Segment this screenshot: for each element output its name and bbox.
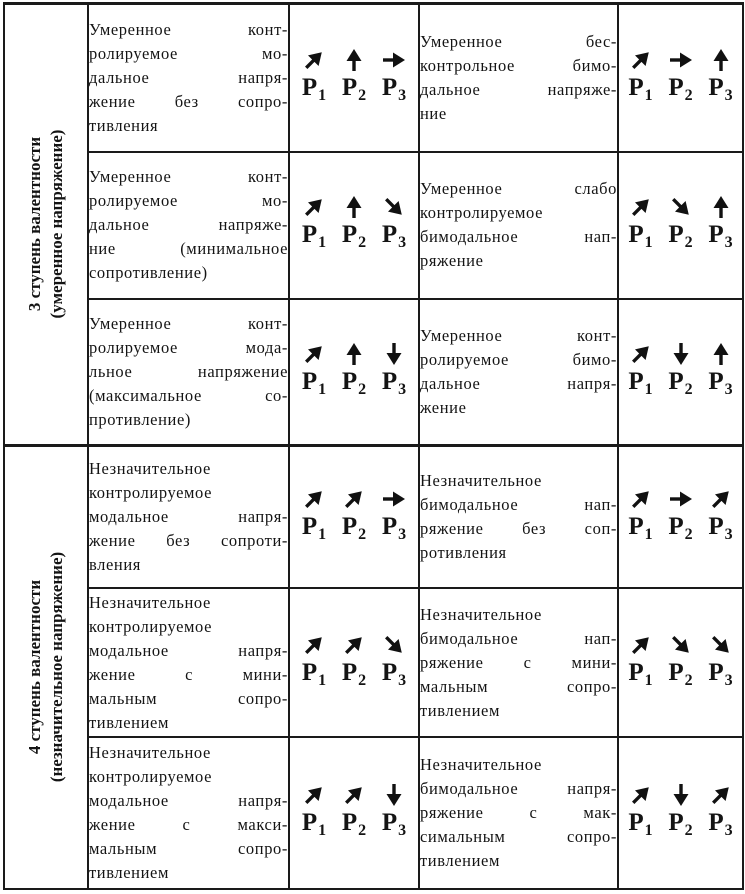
component-index: 3 <box>724 671 733 689</box>
component-index: 2 <box>684 821 693 839</box>
description-line: мальным сопро- <box>420 676 617 696</box>
description-line: Умеренное слабо <box>420 179 617 199</box>
description-line: дальное напряже- <box>89 215 288 235</box>
left-description-cell <box>88 737 289 889</box>
component-index: 2 <box>358 380 367 398</box>
component-letter: P <box>628 658 644 686</box>
component-index: 1 <box>644 380 653 398</box>
arrow-up-right-icon <box>628 782 654 808</box>
component-letter: P <box>381 808 398 836</box>
component-letter: P <box>341 221 358 249</box>
left-symbols-cell <box>289 299 419 445</box>
right-description-cell <box>419 445 618 588</box>
description-line: контрольное бимо- <box>420 55 617 75</box>
description-line: жение без сопроти- <box>89 531 288 551</box>
component-letter: P <box>301 808 318 836</box>
component-symbol <box>296 782 332 844</box>
component-symbol <box>376 47 412 109</box>
left-description-cell <box>88 152 289 299</box>
component-label <box>628 222 652 256</box>
group-title <box>24 552 68 782</box>
table-row <box>4 588 743 736</box>
right-symbols-cell <box>618 588 743 736</box>
group-title <box>24 130 68 319</box>
arrow-down-icon <box>668 782 694 808</box>
component-label <box>382 810 406 844</box>
group-title-line: 3 ступень валентности <box>25 137 44 312</box>
component-symbol <box>703 194 739 256</box>
component-letter: P <box>708 73 724 101</box>
component-letter: P <box>381 658 398 686</box>
component-symbol <box>663 47 699 109</box>
component-letter: P <box>668 367 684 395</box>
component-symbol <box>296 47 332 109</box>
description-line: модальное напря- <box>89 640 288 660</box>
description-line: бимодальное нап- <box>420 628 617 648</box>
description-line: Умеренное конт- <box>89 313 288 333</box>
description-line: Умеренное бес- <box>420 31 617 51</box>
arrow-up-right-icon <box>628 341 654 367</box>
component-symbol <box>296 194 332 256</box>
component-symbol <box>336 47 372 109</box>
right-symbols-cell <box>618 737 743 889</box>
table-row <box>4 299 743 445</box>
component-label <box>708 660 732 694</box>
component-symbol <box>623 782 659 844</box>
group-subtitle-line: (умеренное напряжение) <box>47 129 66 319</box>
description-line: противление) <box>89 409 191 429</box>
description-line: контролируемое <box>89 766 213 786</box>
arrow-right-icon <box>381 47 407 73</box>
component-symbol <box>623 47 659 109</box>
component-label <box>668 222 692 256</box>
component-letter: P <box>341 513 358 541</box>
component-letter: P <box>301 367 318 395</box>
component-symbol <box>623 341 659 403</box>
arrow-up-icon <box>708 47 734 73</box>
left-description-cell <box>88 4 289 152</box>
component-letter: P <box>381 221 398 249</box>
component-index: 3 <box>398 526 407 544</box>
component-symbol <box>663 194 699 256</box>
right-symbols-cell <box>618 445 743 588</box>
component-letter: P <box>708 513 724 541</box>
left-description-cell <box>88 299 289 445</box>
component-index: 2 <box>684 380 693 398</box>
component-index: 2 <box>684 526 693 544</box>
component-index: 3 <box>398 86 407 104</box>
component-label <box>302 810 326 844</box>
arrow-up-right-icon <box>301 486 327 512</box>
description-line: модальное напря- <box>89 507 288 527</box>
component-label <box>708 810 732 844</box>
description-line: ролируемое мо- <box>89 191 288 211</box>
component-label <box>342 660 366 694</box>
component-letter: P <box>668 808 684 836</box>
arrow-down-right-icon <box>381 632 407 658</box>
description-line: ние <box>420 103 447 123</box>
arrow-up-right-icon <box>301 47 327 73</box>
component-label <box>628 369 652 403</box>
valence-group-label <box>4 4 88 446</box>
arrow-up-right-icon <box>628 194 654 220</box>
arrow-up-right-icon <box>708 782 734 808</box>
arrow-up-right-icon <box>301 194 327 220</box>
component-index: 2 <box>684 671 693 689</box>
description-line: жение с мини- <box>89 664 288 684</box>
component-index: 1 <box>644 234 653 252</box>
component-index: 3 <box>724 234 733 252</box>
component-symbol <box>703 47 739 109</box>
description-line: тивлением <box>420 850 500 870</box>
component-letter: P <box>708 658 724 686</box>
description-line: мальным сопро- <box>89 688 288 708</box>
component-index: 1 <box>318 671 327 689</box>
component-letter: P <box>668 221 684 249</box>
component-letter: P <box>628 808 644 836</box>
component-index: 3 <box>724 526 733 544</box>
component-label <box>382 369 406 403</box>
component-label <box>342 222 366 256</box>
component-index: 1 <box>644 671 653 689</box>
component-label <box>708 369 732 403</box>
component-symbol <box>703 632 739 694</box>
component-symbol <box>623 632 659 694</box>
table-row <box>4 445 743 588</box>
component-symbol <box>336 341 372 403</box>
description-line: ролируемое мода- <box>89 337 288 357</box>
description-line: тивлением <box>420 700 500 720</box>
component-letter: P <box>341 367 358 395</box>
arrow-up-right-icon <box>708 486 734 512</box>
component-label <box>668 810 692 844</box>
description-line: контролируемое <box>89 483 213 503</box>
description-line: вления <box>89 555 141 575</box>
arrow-down-icon <box>381 782 407 808</box>
arrow-up-icon <box>708 341 734 367</box>
component-symbol <box>376 486 412 548</box>
left-symbols-cell <box>289 152 419 299</box>
component-label <box>342 369 366 403</box>
arrow-up-icon <box>341 341 367 367</box>
component-index: 1 <box>644 86 653 104</box>
component-letter: P <box>628 221 644 249</box>
component-index: 2 <box>358 234 367 252</box>
component-letter: P <box>668 73 684 101</box>
component-symbol <box>336 782 372 844</box>
component-label <box>668 369 692 403</box>
arrow-up-right-icon <box>341 782 367 808</box>
component-index: 1 <box>318 86 327 104</box>
arrow-down-right-icon <box>381 194 407 220</box>
description-line: ряжение с мини- <box>420 652 617 672</box>
valence-table <box>3 2 744 890</box>
arrow-up-icon <box>708 194 734 220</box>
component-letter: P <box>668 513 684 541</box>
description-line: жение с макси- <box>89 814 288 834</box>
description-line: ряжение с мак- <box>420 802 617 822</box>
component-symbol <box>296 632 332 694</box>
component-symbol <box>663 486 699 548</box>
arrow-up-right-icon <box>628 632 654 658</box>
left-symbols-cell <box>289 445 419 588</box>
description-line: Незначительное <box>89 742 211 762</box>
description-line: бимодальное нап- <box>420 495 617 515</box>
component-letter: P <box>381 513 398 541</box>
component-index: 3 <box>398 234 407 252</box>
component-symbol <box>336 194 372 256</box>
component-letter: P <box>708 808 724 836</box>
description-line: дальное напря- <box>420 373 617 393</box>
component-index: 1 <box>644 526 653 544</box>
component-index: 3 <box>398 821 407 839</box>
description-line: Незначительное <box>420 754 542 774</box>
component-label <box>382 660 406 694</box>
component-symbol <box>663 782 699 844</box>
description-line: ряжение <box>420 251 484 271</box>
description-line: контролируемое <box>420 203 544 223</box>
component-letter: P <box>341 73 358 101</box>
left-description-cell <box>88 588 289 736</box>
component-index: 3 <box>724 821 733 839</box>
description-line: бимодальное напря- <box>420 778 617 798</box>
component-letter: P <box>381 367 398 395</box>
description-line: ролируемое мо- <box>89 43 288 63</box>
component-index: 1 <box>318 526 327 544</box>
right-description-cell <box>419 152 618 299</box>
description-line: сопротивление) <box>89 263 208 283</box>
component-label <box>342 514 366 548</box>
component-index: 1 <box>318 380 327 398</box>
table-row <box>4 152 743 299</box>
arrow-right-icon <box>381 486 407 512</box>
group-subtitle-line: (незначительное напряжение) <box>47 552 66 783</box>
component-letter: P <box>668 658 684 686</box>
component-symbol <box>623 194 659 256</box>
component-label <box>382 514 406 548</box>
component-letter: P <box>628 367 644 395</box>
arrow-up-right-icon <box>301 782 327 808</box>
arrow-up-right-icon <box>628 47 654 73</box>
arrow-down-right-icon <box>668 194 694 220</box>
arrow-down-right-icon <box>668 632 694 658</box>
component-symbol <box>336 486 372 548</box>
description-line: модальное напря- <box>89 790 288 810</box>
description-line: льное напряжение <box>89 361 288 381</box>
component-letter: P <box>301 73 318 101</box>
component-index: 3 <box>398 380 407 398</box>
arrow-up-right-icon <box>301 341 327 367</box>
arrow-up-right-icon <box>301 632 327 658</box>
description-line: жение без сопро- <box>89 91 288 111</box>
component-letter: P <box>341 808 358 836</box>
component-index: 2 <box>358 526 367 544</box>
right-description-cell <box>419 588 618 736</box>
component-letter: P <box>381 73 398 101</box>
component-index: 2 <box>358 86 367 104</box>
right-symbols-cell <box>618 299 743 445</box>
description-line: мальным сопро- <box>89 838 288 858</box>
description-line: ротивления <box>420 543 507 563</box>
arrow-up-icon <box>341 47 367 73</box>
component-label <box>708 222 732 256</box>
description-line: Незначительное <box>420 471 542 491</box>
component-index: 2 <box>358 821 367 839</box>
component-index: 1 <box>644 821 653 839</box>
right-description-cell <box>419 4 618 152</box>
component-label <box>382 75 406 109</box>
component-label <box>708 75 732 109</box>
component-symbol <box>376 632 412 694</box>
component-symbol <box>703 782 739 844</box>
component-label <box>382 222 406 256</box>
description-line: дальное напря- <box>89 67 288 87</box>
right-symbols-cell <box>618 152 743 299</box>
component-label <box>628 810 652 844</box>
component-letter: P <box>628 73 644 101</box>
component-letter: P <box>628 513 644 541</box>
table-row <box>4 4 743 152</box>
component-symbol <box>376 341 412 403</box>
component-label <box>302 369 326 403</box>
component-symbol <box>663 632 699 694</box>
group-title-line: 4 ступень валентности <box>25 580 44 755</box>
component-label <box>302 514 326 548</box>
right-symbols-cell <box>618 4 743 152</box>
component-label <box>302 75 326 109</box>
left-description-cell <box>88 445 289 588</box>
description-line: Умеренное конт- <box>89 167 288 187</box>
component-index: 2 <box>358 671 367 689</box>
valence-group-label <box>4 445 88 889</box>
component-letter: P <box>708 367 724 395</box>
arrow-up-icon <box>341 194 367 220</box>
right-description-cell <box>419 737 618 889</box>
component-symbol <box>296 486 332 548</box>
description-line: симальным сопро- <box>420 826 617 846</box>
description-line: тивления <box>89 115 159 135</box>
description-line: Незначительное <box>420 604 542 624</box>
component-label <box>668 660 692 694</box>
arrow-up-right-icon <box>628 486 654 512</box>
component-label <box>668 514 692 548</box>
description-line: Незначительное <box>89 592 211 612</box>
arrow-right-icon <box>668 47 694 73</box>
right-description-cell <box>419 299 618 445</box>
component-label <box>342 75 366 109</box>
arrow-down-icon <box>381 341 407 367</box>
description-line: ряжение без соп- <box>420 519 617 539</box>
component-index: 1 <box>318 234 327 252</box>
component-symbol <box>296 341 332 403</box>
component-label <box>342 810 366 844</box>
component-label <box>708 514 732 548</box>
component-symbol <box>376 194 412 256</box>
component-index: 3 <box>724 86 733 104</box>
component-letter: P <box>708 221 724 249</box>
description-line: Умеренное конт- <box>89 19 288 39</box>
component-label <box>668 75 692 109</box>
description-line: ролируемое бимо- <box>420 349 617 369</box>
component-index: 3 <box>724 380 733 398</box>
component-letter: P <box>301 221 318 249</box>
component-symbol <box>376 782 412 844</box>
component-index: 2 <box>684 86 693 104</box>
description-line: бимодальное нап- <box>420 227 617 247</box>
component-index: 2 <box>684 234 693 252</box>
component-symbol <box>703 486 739 548</box>
component-label <box>628 75 652 109</box>
table-row <box>4 737 743 889</box>
left-symbols-cell <box>289 737 419 889</box>
component-label <box>628 660 652 694</box>
description-line: (максимальное со- <box>89 385 288 405</box>
component-symbol <box>623 486 659 548</box>
component-symbol <box>703 341 739 403</box>
component-letter: P <box>341 658 358 686</box>
arrow-up-right-icon <box>341 486 367 512</box>
description-line: контролируемое <box>89 616 213 636</box>
left-symbols-cell <box>289 588 419 736</box>
component-index: 1 <box>318 821 327 839</box>
description-line: Умеренное конт- <box>420 325 617 345</box>
component-index: 3 <box>398 671 407 689</box>
description-line: тивлением <box>89 712 169 732</box>
component-symbol <box>336 632 372 694</box>
arrow-down-icon <box>668 341 694 367</box>
left-symbols-cell <box>289 4 419 152</box>
description-line: дальное напряже- <box>420 79 617 99</box>
description-line: Незначительное <box>89 459 211 479</box>
component-letter: P <box>301 658 318 686</box>
arrow-down-right-icon <box>708 632 734 658</box>
component-label <box>302 222 326 256</box>
description-line: ние (минимальное <box>89 239 288 259</box>
arrow-up-right-icon <box>341 632 367 658</box>
arrow-right-icon <box>668 486 694 512</box>
component-letter: P <box>301 513 318 541</box>
description-line: жение <box>420 397 467 417</box>
component-symbol <box>663 341 699 403</box>
valence-table-body <box>4 4 743 890</box>
component-label <box>628 514 652 548</box>
component-label <box>302 660 326 694</box>
description-line: тивлением <box>89 862 169 882</box>
